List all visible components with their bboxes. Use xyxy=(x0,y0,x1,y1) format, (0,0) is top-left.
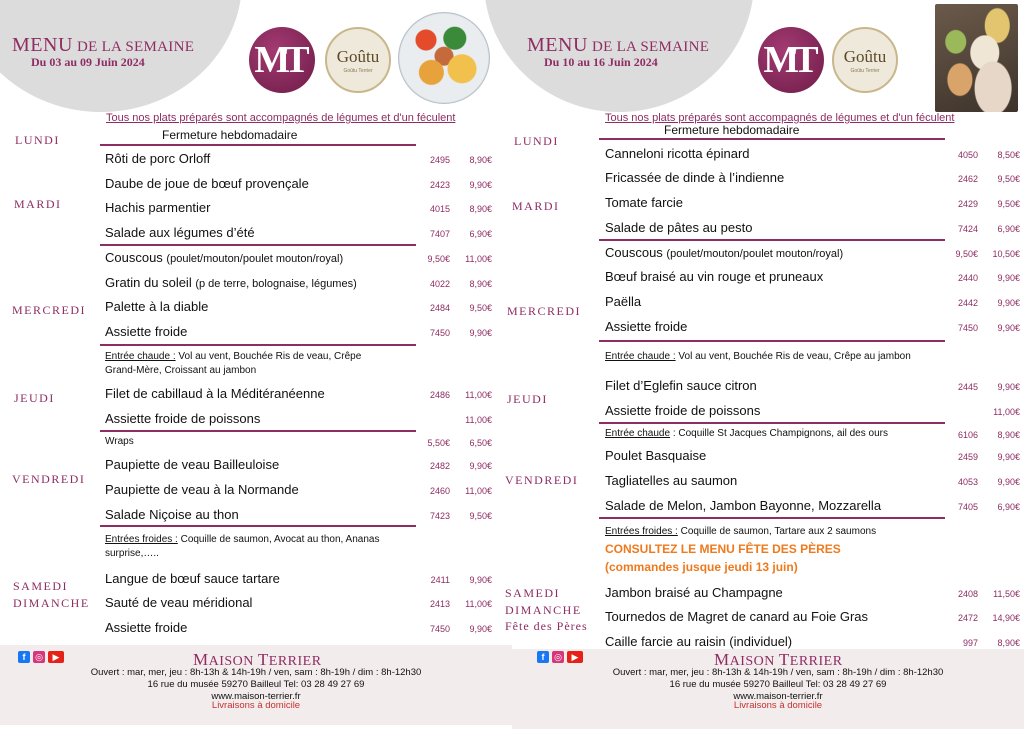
menu-item: Paëlla xyxy=(605,294,642,309)
youtube-icon[interactable]: ▶ xyxy=(567,651,583,663)
item-code: 7450 xyxy=(429,624,450,634)
divider xyxy=(599,138,945,140)
instagram-icon[interactable]: ◎ xyxy=(552,651,564,663)
item-code: 2429 xyxy=(957,199,978,209)
item-price: 9,90€ xyxy=(997,273,1020,283)
item-price: 8,90€ xyxy=(469,204,492,214)
item-code: 2460 xyxy=(429,486,450,496)
divider xyxy=(599,340,945,342)
closure-text: Fermeture hebdomadaire xyxy=(664,123,800,137)
day-samedi: SAMEDI xyxy=(13,579,69,593)
item-price: 11,00€ xyxy=(465,254,492,264)
menu-item: Sauté de veau méridional xyxy=(105,595,253,610)
item-price: 11,00€ xyxy=(993,407,1020,417)
item-code: 7450 xyxy=(429,328,450,338)
item-code: 4053 xyxy=(957,477,978,487)
menu-title: MENU DE LA SEMAINE xyxy=(12,34,195,56)
menu-item: Caille farcie au raisin (individuel) xyxy=(605,634,793,649)
item-price: 9,50€ xyxy=(469,303,492,313)
divider xyxy=(599,517,945,519)
mt-logo: MT xyxy=(758,27,824,93)
sides-note: Tous nos plats préparés sont accompagnés de légumes et d'un féculent xyxy=(605,112,955,124)
item-price: 14,90€ xyxy=(992,613,1020,623)
item-price: 6,90€ xyxy=(997,224,1020,234)
item-code: 2442 xyxy=(957,298,978,308)
opening-hours: Ouvert : mar, mer, jeu : 8h-13h & 14h-19h / ven, sam : 8h-19h / dim : 8h-12h30 xyxy=(90,667,422,678)
item-price: 9,90€ xyxy=(997,382,1020,392)
menu-item: Assiette froide de poissons xyxy=(605,403,761,418)
day-jeudi: JEUDI xyxy=(14,391,55,405)
day-lundi: LUNDI xyxy=(15,133,60,147)
item-code: 4022 xyxy=(429,279,450,289)
entrees-froides-text: Entrées froides : Coquille de saumon, Tartare aux 2 saumons xyxy=(605,526,877,537)
day-mardi: MARDI xyxy=(512,199,560,213)
item-price: 9,90€ xyxy=(469,328,492,338)
divider xyxy=(100,344,416,346)
menu-item: Tomate farcie xyxy=(605,195,684,210)
item-price: 9,90€ xyxy=(469,575,492,585)
menu-item: Canneloni ricotta épinard xyxy=(605,146,750,161)
item-price: 9,90€ xyxy=(997,298,1020,308)
menu-item: Jambon braisé au Champagne xyxy=(605,585,783,600)
menu-item: Salade aux légumes d’été xyxy=(105,225,255,240)
day-lundi: LUNDI xyxy=(514,134,559,148)
address: 16 rue du musée 59270 Bailleul Tel: 03 28 49 27 69 xyxy=(669,679,887,690)
item-code: 7424 xyxy=(957,224,978,234)
item-price: 9,50€ xyxy=(469,511,492,521)
item-code: 9,50€ xyxy=(955,249,978,259)
menu-item: Langue de bœuf sauce tartare xyxy=(105,571,280,586)
divider xyxy=(599,239,945,241)
menu-item: Filet de cabillaud à la Méditéranéenne xyxy=(105,386,325,401)
item-price: 9,90€ xyxy=(997,452,1020,462)
item-price: 8,50€ xyxy=(997,150,1020,160)
item-price: 6,90€ xyxy=(997,502,1020,512)
menu-item: Palette à la diable xyxy=(105,299,209,314)
entrees-froides-text: Entrées froides : Coquille de saumon, Avocat au thon, Ananas surprise,….. xyxy=(105,534,380,559)
menu-item: Gratin du soleil (p de terre, bolognaise, légumes) xyxy=(105,275,357,290)
menu-item: Paupiette de veau Bailleuloise xyxy=(105,457,280,472)
item-price: 9,90€ xyxy=(997,477,1020,487)
item-price: 9,90€ xyxy=(469,461,492,471)
menu-dates: Du 10 au 16 Juin 2024 xyxy=(544,55,658,69)
brand-name: MAISON TERRIER xyxy=(714,650,843,669)
day-vendredi: VENDREDI xyxy=(505,473,579,487)
item-price: 11,00€ xyxy=(465,415,492,425)
mt-logo: MT xyxy=(249,27,315,93)
address: 16 rue du musée 59270 Bailleul Tel: 03 28 49 27 69 xyxy=(147,679,365,690)
menu-title: MENU DE LA SEMAINE xyxy=(527,34,710,56)
brand-name: MAISON TERRIER xyxy=(193,650,322,669)
item-code: 7405 xyxy=(957,502,978,512)
menu-item: Assiette froide xyxy=(105,324,188,339)
day-samedi: SAMEDI xyxy=(505,586,561,600)
item-code: 6106 xyxy=(957,430,978,440)
sides-note: Tous nos plats préparés sont accompagnés de légumes et d'un féculent xyxy=(106,112,456,124)
item-code: 2423 xyxy=(429,180,450,190)
day-mardi: MARDI xyxy=(14,197,62,211)
website-link[interactable]: www.maison-terrier.fr xyxy=(211,691,301,702)
menu-item: Bœuf braisé au vin rouge et pruneaux xyxy=(605,269,824,284)
item-price: 9,90€ xyxy=(469,624,492,634)
menu-item: Salade de Melon, Jambon Bayonne, Mozzarella xyxy=(605,498,882,513)
item-price: 11,50€ xyxy=(993,589,1020,599)
menu-item: Filet d’Eglefin sauce citron xyxy=(605,378,757,393)
item-price: 8,90€ xyxy=(997,638,1020,648)
menu-item: Tournedos de Magret de canard au Foie Gras xyxy=(605,609,869,624)
item-code: 2484 xyxy=(429,303,450,313)
goutu-logo: Goûtu Goûtu Terrier xyxy=(325,27,391,93)
menu-item: Assiette froide de poissons xyxy=(105,411,261,426)
menu-page-week-1 xyxy=(0,0,512,725)
social-links xyxy=(18,651,64,663)
fete-des-peres-link[interactable]: CONSULTEZ LE MENU FÊTE DES PÈRES xyxy=(605,542,841,556)
item-price: 6,50€ xyxy=(469,438,492,448)
wraps-item: Wraps xyxy=(105,436,134,447)
item-code: 2459 xyxy=(957,452,978,462)
opening-hours: Ouvert : mar, mer, jeu : 8h-13h & 14h-19h / ven, sam : 8h-19h / dim : 8h-12h30 xyxy=(612,667,944,678)
food-platter-image xyxy=(398,12,490,104)
item-code: 4015 xyxy=(429,204,450,214)
instagram-icon[interactable]: ◎ xyxy=(33,651,45,663)
day-fete-des-peres: Fête des Pères xyxy=(505,619,588,633)
entree-chaude-2-text: Entrée chaude : Coquille St Jacques Champignons, ail des ours xyxy=(605,428,888,439)
menu-item: Assiette froide xyxy=(605,319,688,334)
day-mercredi: MERCREDI xyxy=(12,303,87,317)
item-price: 9,50€ xyxy=(997,199,1020,209)
menu-item: Salade Niçoise au thon xyxy=(105,507,239,522)
divider xyxy=(599,422,945,424)
item-code: 5,50€ xyxy=(427,438,450,448)
menu-item: Fricassée de dinde à l’indienne xyxy=(605,170,785,185)
closure-text: Fermeture hebdomadaire xyxy=(162,128,298,142)
day-vendredi: VENDREDI xyxy=(12,472,86,486)
item-code: 7407 xyxy=(429,229,450,239)
menu-item: Couscous (poulet/mouton/poulet mouton/royal) xyxy=(105,250,344,265)
item-code: 7450 xyxy=(957,323,978,333)
menu-item: Daube de joue de bœuf provençale xyxy=(105,176,309,191)
item-code: 2462 xyxy=(957,174,978,184)
item-price: 8,90€ xyxy=(469,279,492,289)
divider xyxy=(100,244,416,246)
item-code: 7423 xyxy=(429,511,450,521)
item-code: 2445 xyxy=(957,382,978,392)
item-code: 2408 xyxy=(957,589,978,599)
fete-des-peres-deadline: (commandes jusque jeudi 13 juin) xyxy=(605,560,798,574)
item-price: 6,90€ xyxy=(469,229,492,239)
website-link[interactable]: www.maison-terrier.fr xyxy=(733,691,823,702)
day-jeudi: JEUDI xyxy=(507,392,548,406)
item-price: 8,90€ xyxy=(997,430,1020,440)
goutu-logo: Goûtu Goûtu Terrier xyxy=(832,27,898,93)
item-code: 997 xyxy=(962,638,978,648)
delivery-note: Livraisons à domicile xyxy=(211,700,301,711)
facebook-icon[interactable]: f xyxy=(18,651,30,663)
entree-chaude-text: Entrée chaude : Vol au vent, Bouchée Ris de veau, Crêpe au jambon xyxy=(605,351,911,362)
item-code: 9,50€ xyxy=(427,254,450,264)
item-price: 9,50€ xyxy=(997,174,1020,184)
day-dimanche: DIMANCHE xyxy=(505,603,582,617)
item-price: 11,00€ xyxy=(465,599,492,609)
menu-page-week-2 xyxy=(505,0,1024,725)
item-code: 2411 xyxy=(430,575,450,585)
social-links xyxy=(537,651,583,663)
day-mercredi: MERCREDI xyxy=(507,304,582,318)
item-price: 11,00€ xyxy=(465,390,492,400)
item-price: 8,90€ xyxy=(469,155,492,165)
menu-dates: Du 03 au 09 Juin 2024 xyxy=(31,55,145,69)
item-code: 2440 xyxy=(957,273,978,283)
menu-item: Paupiette de veau à la Normande xyxy=(105,482,299,497)
item-code: 2413 xyxy=(429,599,450,609)
item-code: 4050 xyxy=(957,150,978,160)
menu-item: Rôti de porc Orloff xyxy=(105,151,211,166)
divider xyxy=(100,525,416,527)
item-code: 2472 xyxy=(957,613,978,623)
facebook-icon[interactable]: f xyxy=(537,651,549,663)
menu-item: Hachis parmentier xyxy=(105,200,211,215)
divider xyxy=(100,144,416,146)
menu-item: Poulet Basquaise xyxy=(605,448,707,463)
youtube-icon[interactable]: ▶ xyxy=(48,651,64,663)
menu-item: Salade de pâtes au pesto xyxy=(605,220,753,235)
item-price: 11,00€ xyxy=(465,486,492,496)
item-price: 9,90€ xyxy=(997,323,1020,333)
item-price: 9,90€ xyxy=(469,180,492,190)
delivery-note: Livraisons à domicile xyxy=(733,700,823,711)
divider xyxy=(100,430,416,432)
item-price: 10,50€ xyxy=(992,249,1020,259)
menu-item: Couscous (poulet/mouton/poulet mouton/royal) xyxy=(605,245,844,260)
menu-item: Tagliatelles au saumon xyxy=(605,473,738,488)
day-dimanche: DIMANCHE xyxy=(13,596,90,610)
item-code: 2482 xyxy=(429,461,450,471)
food-trays-image xyxy=(935,4,1018,112)
item-code: 2495 xyxy=(429,155,450,165)
menu-item: Assiette froide xyxy=(105,620,188,635)
entree-chaude-text: Entrée chaude : Vol au vent, Bouchée Ris de veau, Crêpe Grand-Mère, Croissant au jambon xyxy=(105,351,362,376)
item-code: 2486 xyxy=(429,390,450,400)
